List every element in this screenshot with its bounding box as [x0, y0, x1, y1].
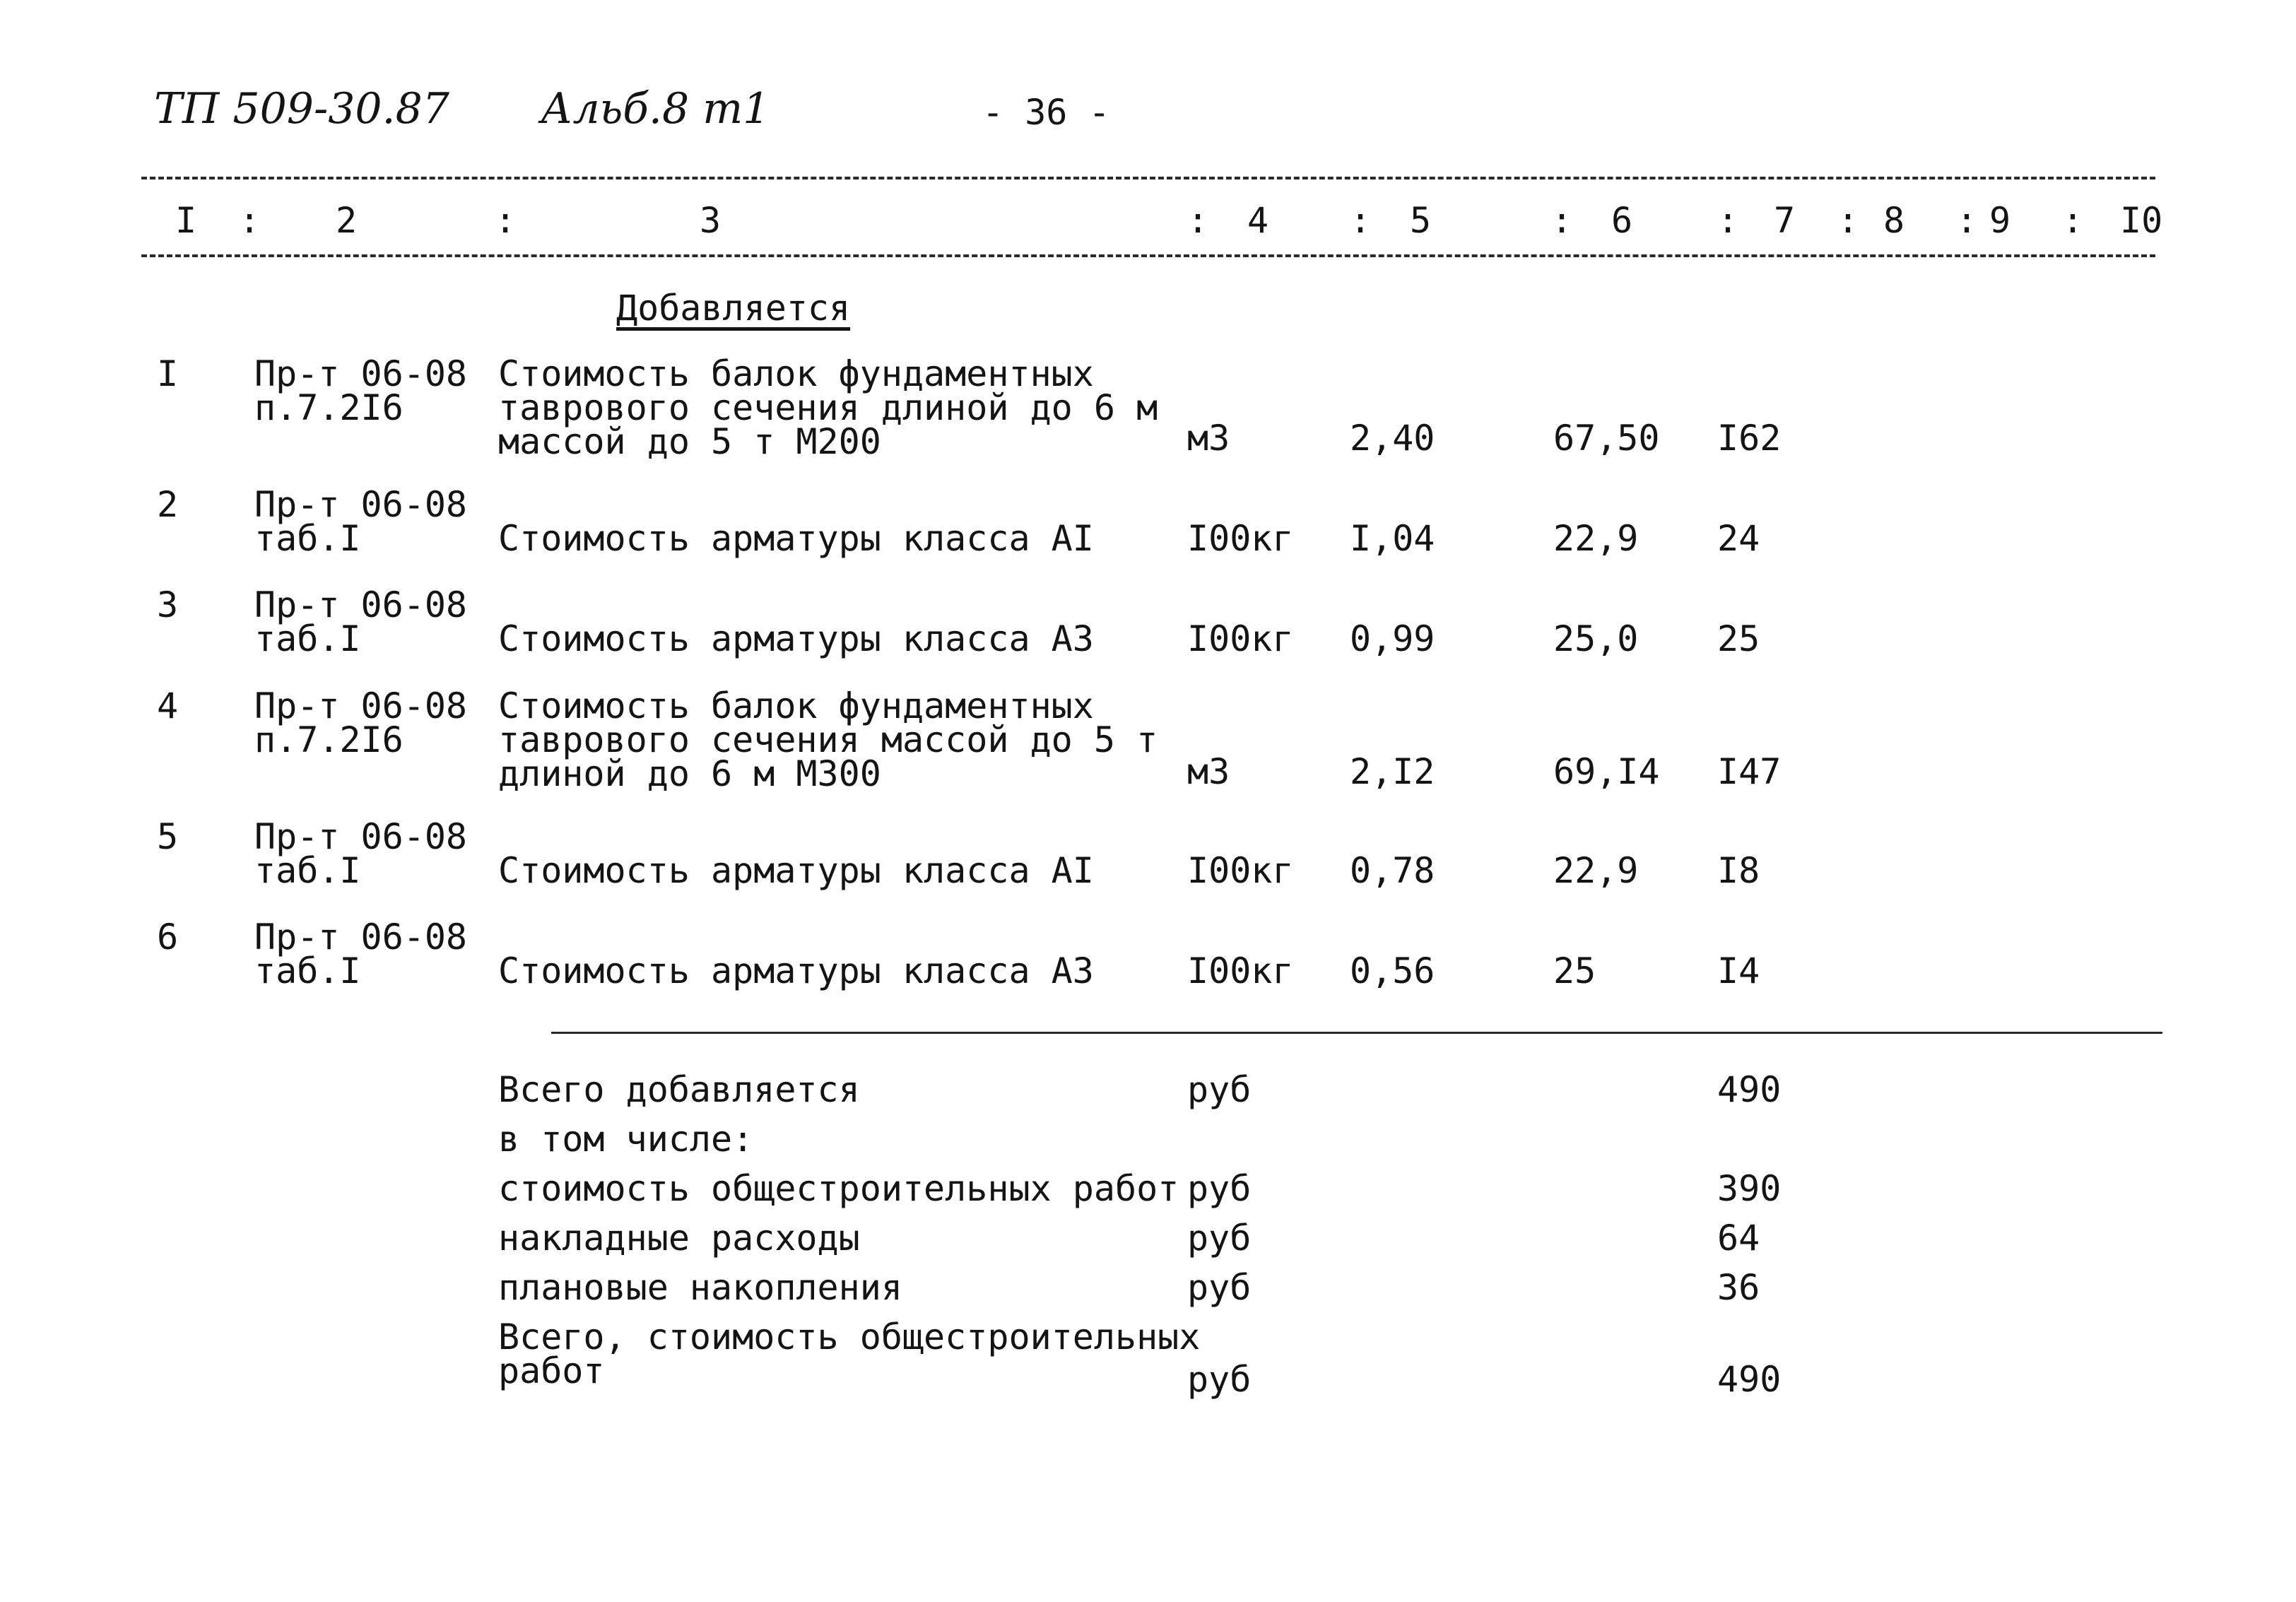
totals-separator-rule — [551, 1032, 2162, 1034]
summary-label: стоимость общестроительных работ — [498, 1168, 1179, 1209]
row-total: I47 — [1717, 751, 1782, 792]
summary-label: Всего, стоимость общестроительных — [498, 1317, 1201, 1357]
album-number: Альб.8 т1 — [541, 84, 770, 134]
col-sep: : — [1956, 200, 1978, 241]
col-header-2: 2 — [336, 200, 358, 241]
row-unit-price: 25,0 — [1553, 618, 1639, 659]
row-code: Пр-т 06-08 — [254, 484, 468, 525]
summary-label: работ — [498, 1350, 605, 1391]
row-unit-price: 22,9 — [1553, 850, 1639, 891]
col-header-6: 6 — [1611, 200, 1633, 241]
row-unit: м3 — [1187, 751, 1230, 792]
row-code: таб.I — [254, 618, 361, 659]
row-number: 2 — [157, 484, 179, 525]
section-title: Добавляется — [616, 288, 851, 329]
row-description: длиной до 6 м М300 — [498, 753, 881, 794]
row-unit-price: 69,I4 — [1553, 751, 1660, 792]
col-sep: : — [2062, 200, 2084, 241]
row-number: 5 — [157, 816, 179, 857]
row-description: массой до 5 т М200 — [498, 421, 881, 462]
row-total: 25 — [1717, 618, 1760, 659]
row-unit: I00кг — [1187, 850, 1294, 891]
row-description: таврового сечения длиной до 6 м — [498, 387, 1158, 428]
col-header-3: 3 — [700, 200, 722, 241]
col-sep: : — [1551, 200, 1573, 241]
row-quantity: 0,99 — [1350, 618, 1435, 659]
col-header-9: 9 — [1989, 200, 2011, 241]
row-quantity: I,04 — [1350, 518, 1435, 559]
col-header-1: I — [175, 200, 197, 241]
summary-label: в том числе: — [498, 1119, 754, 1160]
row-quantity: 2,40 — [1350, 418, 1435, 459]
col-sep: : — [1187, 200, 1209, 241]
row-code: п.7.2I6 — [254, 387, 404, 428]
row-number: 6 — [157, 917, 179, 958]
col-sep: : — [1717, 200, 1739, 241]
page-number: - 36 - — [982, 92, 1110, 133]
row-total: I8 — [1717, 850, 1760, 891]
row-unit: м3 — [1187, 418, 1230, 459]
row-description: Стоимость арматуры класса А3 — [498, 950, 1094, 991]
row-quantity: 0,78 — [1350, 850, 1435, 891]
row-total: 24 — [1717, 518, 1760, 559]
row-description: таврового сечения массой до 5 т — [498, 719, 1158, 760]
row-code: таб.I — [254, 950, 361, 991]
row-unit: I00кг — [1187, 950, 1294, 991]
row-unit: I00кг — [1187, 618, 1294, 659]
col-sep: : — [1837, 200, 1859, 241]
row-number: 3 — [157, 584, 179, 625]
row-code: Пр-т 06-08 — [254, 816, 468, 857]
row-code: Пр-т 06-08 — [254, 685, 468, 726]
row-number: 4 — [157, 685, 179, 726]
col-sep: : — [495, 200, 517, 241]
col-header-7: 7 — [1774, 200, 1796, 241]
summary-unit: руб — [1187, 1168, 1252, 1209]
row-unit-price: 25 — [1553, 950, 1596, 991]
summary-label: плановые накопления — [498, 1267, 902, 1308]
summary-total: 390 — [1717, 1168, 1782, 1209]
row-unit-price: 22,9 — [1553, 518, 1639, 559]
row-code: Пр-т 06-08 — [254, 584, 468, 625]
row-unit: I00кг — [1187, 518, 1294, 559]
row-description: Стоимость арматуры класса А3 — [498, 618, 1094, 659]
col-header-5: 5 — [1410, 200, 1432, 241]
row-quantity: 0,56 — [1350, 950, 1435, 991]
row-number: I — [157, 353, 179, 394]
header-top-rule — [141, 177, 2155, 179]
row-total: I62 — [1717, 418, 1782, 459]
col-header-4: 4 — [1247, 200, 1269, 241]
summary-unit: руб — [1187, 1218, 1252, 1259]
row-code: таб.I — [254, 850, 361, 891]
row-description: Стоимость балок фундаментных — [498, 685, 1094, 726]
summary-label: накладные расходы — [498, 1218, 860, 1259]
summary-total: 36 — [1717, 1267, 1760, 1308]
summary-total: 490 — [1717, 1069, 1782, 1110]
row-quantity: 2,I2 — [1350, 751, 1435, 792]
summary-unit: руб — [1187, 1359, 1252, 1400]
header-bottom-rule — [141, 254, 2155, 257]
summary-total: 490 — [1717, 1359, 1782, 1400]
row-description: Стоимость балок фундаментных — [498, 353, 1094, 394]
row-description: Стоимость арматуры класса АI — [498, 518, 1094, 559]
col-sep: : — [1350, 200, 1372, 241]
summary-unit: руб — [1187, 1069, 1252, 1110]
row-description: Стоимость арматуры класса АI — [498, 850, 1094, 891]
summary-unit: руб — [1187, 1267, 1252, 1308]
row-unit-price: 67,50 — [1553, 418, 1660, 459]
row-code: Пр-т 06-08 — [254, 917, 468, 958]
col-sep: : — [239, 200, 261, 241]
row-code: Пр-т 06-08 — [254, 353, 468, 394]
doc-code: ТП 509-30.87 — [154, 84, 449, 134]
col-header-10: I0 — [2120, 200, 2163, 241]
row-code: таб.I — [254, 518, 361, 559]
col-header-8: 8 — [1883, 200, 1905, 241]
row-total: I4 — [1717, 950, 1760, 991]
row-code: п.7.2I6 — [254, 719, 404, 760]
summary-label: Всего добавляется — [498, 1069, 860, 1110]
summary-total: 64 — [1717, 1218, 1760, 1259]
